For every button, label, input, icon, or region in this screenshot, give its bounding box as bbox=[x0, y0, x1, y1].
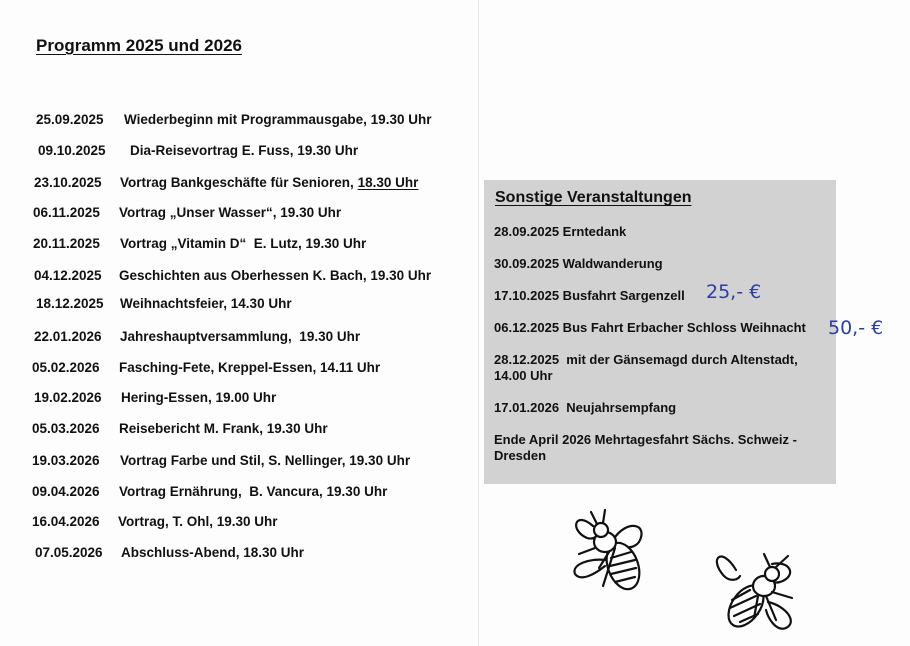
handwritten-price: 50,- € bbox=[828, 317, 884, 339]
program-description: Vortrag „Unser Wasser“, 19.30 Uhr bbox=[119, 205, 342, 220]
program-date: 19.02.2026 bbox=[34, 390, 102, 405]
program-row bbox=[34, 268, 431, 283]
program-row bbox=[32, 484, 387, 499]
program-row bbox=[33, 236, 366, 251]
program-row bbox=[38, 143, 358, 158]
program-row bbox=[34, 175, 418, 190]
program-row bbox=[32, 421, 328, 436]
program-date: 25.09.2025 bbox=[36, 112, 104, 127]
program-description: Reisebericht M. Frank, 19.30 Uhr bbox=[119, 421, 328, 436]
program-title: Programm 2025 und 2026 bbox=[36, 36, 242, 55]
bee-icon bbox=[565, 500, 665, 600]
program-description: Abschluss-Abend, 18.30 Uhr bbox=[121, 545, 305, 560]
program-description: Hering-Essen, 19.00 Uhr bbox=[121, 390, 277, 405]
event-line: 17.01.2026 Neujahrsempfang bbox=[494, 400, 677, 415]
event-item bbox=[494, 320, 806, 336]
program-description: Wiederbeginn mit Programmausgabe, 19.30 Uhr bbox=[124, 112, 432, 127]
event-line: 06.12.2025 Bus Fahrt Erbacher Schloss Weihnacht bbox=[494, 320, 806, 335]
program-description: Vortrag Farbe und Stil, S. Nellinger, 19.30 Uhr bbox=[120, 453, 411, 468]
program-description: Vortrag, T. Ohl, 19.30 Uhr bbox=[118, 514, 278, 529]
program-row bbox=[32, 453, 410, 468]
program-description: Weihnachtsfeier, 14.30 Uhr bbox=[120, 296, 292, 311]
program-description: Dia-Reisevortrag E. Fuss, 19.30 Uhr bbox=[130, 143, 359, 158]
event-line: 30.09.2025 Waldwanderung bbox=[494, 256, 663, 271]
event-line: 28.09.2025 Erntedank bbox=[494, 224, 627, 239]
program-row bbox=[36, 296, 292, 311]
program-date: 09.04.2026 bbox=[32, 484, 100, 499]
event-item bbox=[494, 288, 685, 304]
program-row bbox=[32, 514, 278, 529]
program-row bbox=[34, 390, 276, 405]
program-row bbox=[36, 112, 431, 127]
program-description: Vortrag Ernährung, B. Vancura, 19.30 Uhr bbox=[119, 484, 388, 499]
program-description: Vortrag „Vitamin D“ E. Lutz, 19.30 Uhr bbox=[120, 236, 367, 251]
program-date: 22.01.2026 bbox=[34, 329, 102, 344]
handwritten-price: 25,- € bbox=[706, 281, 762, 303]
program-row bbox=[32, 360, 380, 375]
program-date: 23.10.2025 bbox=[34, 175, 102, 190]
event-item bbox=[494, 352, 798, 384]
event-item bbox=[494, 224, 626, 240]
program-date: 07.05.2026 bbox=[35, 545, 103, 560]
fold-line bbox=[478, 0, 479, 646]
program-row bbox=[35, 545, 304, 560]
program-description: Fasching-Fete, Kreppel-Essen, 14.11 Uhr bbox=[119, 360, 381, 375]
program-description: Vortrag Bankgeschäfte für Senioren, bbox=[120, 175, 358, 190]
program-row bbox=[34, 329, 360, 344]
program-date: 16.04.2026 bbox=[32, 514, 100, 529]
bee-icon bbox=[706, 540, 806, 640]
program-description: Geschichten aus Oberhessen K. Bach, 19.30 Uhr bbox=[119, 268, 432, 283]
program-date: 05.02.2026 bbox=[32, 360, 100, 375]
program-date: 09.10.2025 bbox=[38, 143, 106, 158]
program-row bbox=[33, 205, 341, 220]
program-date: 19.03.2026 bbox=[32, 453, 100, 468]
program-time-underlined: 18.30 Uhr bbox=[357, 175, 419, 190]
event-item bbox=[494, 400, 676, 416]
event-item bbox=[494, 432, 797, 464]
event-item bbox=[494, 256, 663, 272]
program-date: 05.03.2026 bbox=[32, 421, 100, 436]
event-line: 28.12.2025 mit der Gänsemagd durch Altenstadt, bbox=[494, 352, 798, 367]
event-line: Dresden bbox=[494, 448, 547, 463]
event-line: 17.10.2025 Busfahrt Sargenzell bbox=[494, 288, 685, 303]
program-date: 20.11.2025 bbox=[33, 236, 100, 251]
program-date: 18.12.2025 bbox=[36, 296, 104, 311]
event-line: Ende April 2026 Mehrtagesfahrt Sächs. Schweiz - bbox=[494, 432, 797, 447]
program-date: 06.11.2025 bbox=[33, 205, 100, 220]
program-description: Jahreshauptversammlung, 19.30 Uhr bbox=[120, 329, 361, 344]
other-events-title: Sonstige Veranstaltungen bbox=[495, 189, 692, 206]
other-events-box bbox=[484, 180, 836, 484]
program-date: 04.12.2025 bbox=[34, 268, 102, 283]
event-line: 14.00 Uhr bbox=[494, 368, 553, 383]
